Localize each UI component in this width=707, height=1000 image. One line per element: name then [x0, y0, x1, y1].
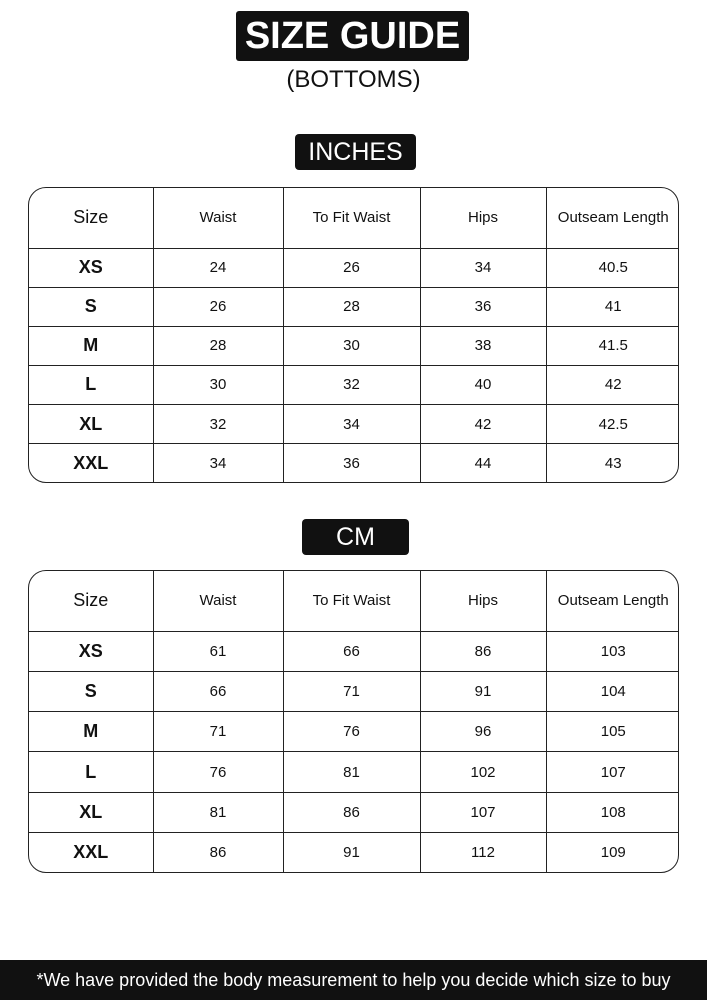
table-row — [29, 444, 679, 482]
table-row — [29, 326, 679, 365]
to-fit-waist-cell: 28 — [283, 287, 420, 326]
to-fit-waist-cell: 26 — [283, 248, 420, 287]
waist-cell: 28 — [153, 326, 283, 365]
outseam-length-cell: 107 — [546, 752, 679, 792]
table-row — [29, 712, 679, 752]
hips-cell: 86 — [420, 631, 546, 671]
outseam-length-cell: 42.5 — [546, 405, 679, 444]
column-header-outseam-length: Outseam Length — [546, 571, 679, 631]
table-row — [29, 671, 679, 711]
table-row — [29, 365, 679, 404]
table-row — [29, 752, 679, 792]
hips-cell: 34 — [420, 248, 546, 287]
size-cell: XL — [29, 405, 153, 444]
outseam-length-cell: 104 — [546, 671, 679, 711]
hips-cell: 36 — [420, 287, 546, 326]
size-cell: XL — [29, 792, 153, 832]
outseam-length-cell: 42 — [546, 365, 679, 404]
column-header-size: Size — [29, 188, 153, 248]
size-cell: XS — [29, 248, 153, 287]
waist-cell: 76 — [153, 752, 283, 792]
to-fit-waist-cell: 86 — [283, 792, 420, 832]
hips-cell: 42 — [420, 405, 546, 444]
column-header-waist: Waist — [153, 188, 283, 248]
outseam-length-cell: 41.5 — [546, 326, 679, 365]
waist-cell: 61 — [153, 631, 283, 671]
waist-cell: 86 — [153, 833, 283, 872]
outseam-length-cell: 41 — [546, 287, 679, 326]
cm-size-table — [28, 570, 679, 873]
waist-cell: 26 — [153, 287, 283, 326]
to-fit-waist-cell: 34 — [283, 405, 420, 444]
table-row — [29, 792, 679, 832]
size-cell: M — [29, 326, 153, 365]
size-cell: L — [29, 752, 153, 792]
waist-cell: 24 — [153, 248, 283, 287]
column-header-to-fit-waist: To Fit Waist — [283, 571, 420, 631]
size-cell: S — [29, 671, 153, 711]
waist-cell: 81 — [153, 792, 283, 832]
table-row — [29, 287, 679, 326]
footer-note: *We have provided the body measurement to help you decide which size to buy — [0, 960, 707, 1000]
column-header-waist: Waist — [153, 571, 283, 631]
to-fit-waist-cell: 76 — [283, 712, 420, 752]
outseam-length-cell: 43 — [604, 454, 622, 472]
hips-cell: 107 — [420, 792, 546, 832]
size-cell: S — [29, 287, 153, 326]
size-cell: XXL — [29, 444, 153, 482]
column-header-outseam-length: Outseam Length — [546, 188, 679, 248]
outseam-length-cell: 103 — [546, 631, 679, 671]
outseam-length-cell: 108 — [546, 792, 679, 832]
table-header-row — [29, 571, 679, 631]
to-fit-waist-cell: 32 — [283, 365, 420, 404]
to-fit-waist-cell: 91 — [283, 833, 420, 872]
outseam-length-cell: 40.5 — [546, 248, 679, 287]
table-row — [29, 631, 679, 671]
inches-size-table — [28, 187, 679, 483]
size-cell: M — [29, 712, 153, 752]
size-cell: L — [29, 365, 153, 404]
size-cell: XXL — [29, 833, 153, 872]
waist-cell: 32 — [153, 405, 283, 444]
to-fit-waist-cell: 36 — [283, 444, 420, 482]
hips-cell: 96 — [420, 712, 546, 752]
hips-cell: 40 — [420, 365, 546, 404]
to-fit-waist-cell: 71 — [283, 671, 420, 711]
hips-cell: 112 — [420, 833, 546, 872]
table-header-row — [29, 188, 679, 248]
table-row — [29, 405, 679, 444]
hips-cell: 91 — [420, 671, 546, 711]
cm-section-label: CM — [302, 519, 409, 555]
inches-section-label: INCHES — [295, 134, 416, 170]
outseam-length-cell: 109 — [600, 844, 626, 862]
column-header-to-fit-waist: To Fit Waist — [283, 188, 420, 248]
column-header-hips: Hips — [420, 571, 546, 631]
waist-cell: 34 — [153, 444, 283, 482]
column-header-size: Size — [29, 571, 153, 631]
waist-cell: 71 — [153, 712, 283, 752]
column-header-hips: Hips — [420, 188, 546, 248]
waist-cell: 66 — [153, 671, 283, 711]
page-title: SIZE GUIDE — [236, 11, 469, 61]
table-row — [29, 248, 679, 287]
hips-cell: 102 — [420, 752, 546, 792]
size-cell: XS — [29, 631, 153, 671]
hips-cell: 38 — [420, 326, 546, 365]
page-subtitle: (BOTTOMS) — [286, 66, 421, 93]
to-fit-waist-cell: 66 — [283, 631, 420, 671]
table-row — [29, 833, 679, 872]
to-fit-waist-cell: 30 — [283, 326, 420, 365]
waist-cell: 30 — [153, 365, 283, 404]
hips-cell: 44 — [420, 444, 546, 482]
to-fit-waist-cell: 81 — [283, 752, 420, 792]
outseam-length-cell: 105 — [546, 712, 679, 752]
